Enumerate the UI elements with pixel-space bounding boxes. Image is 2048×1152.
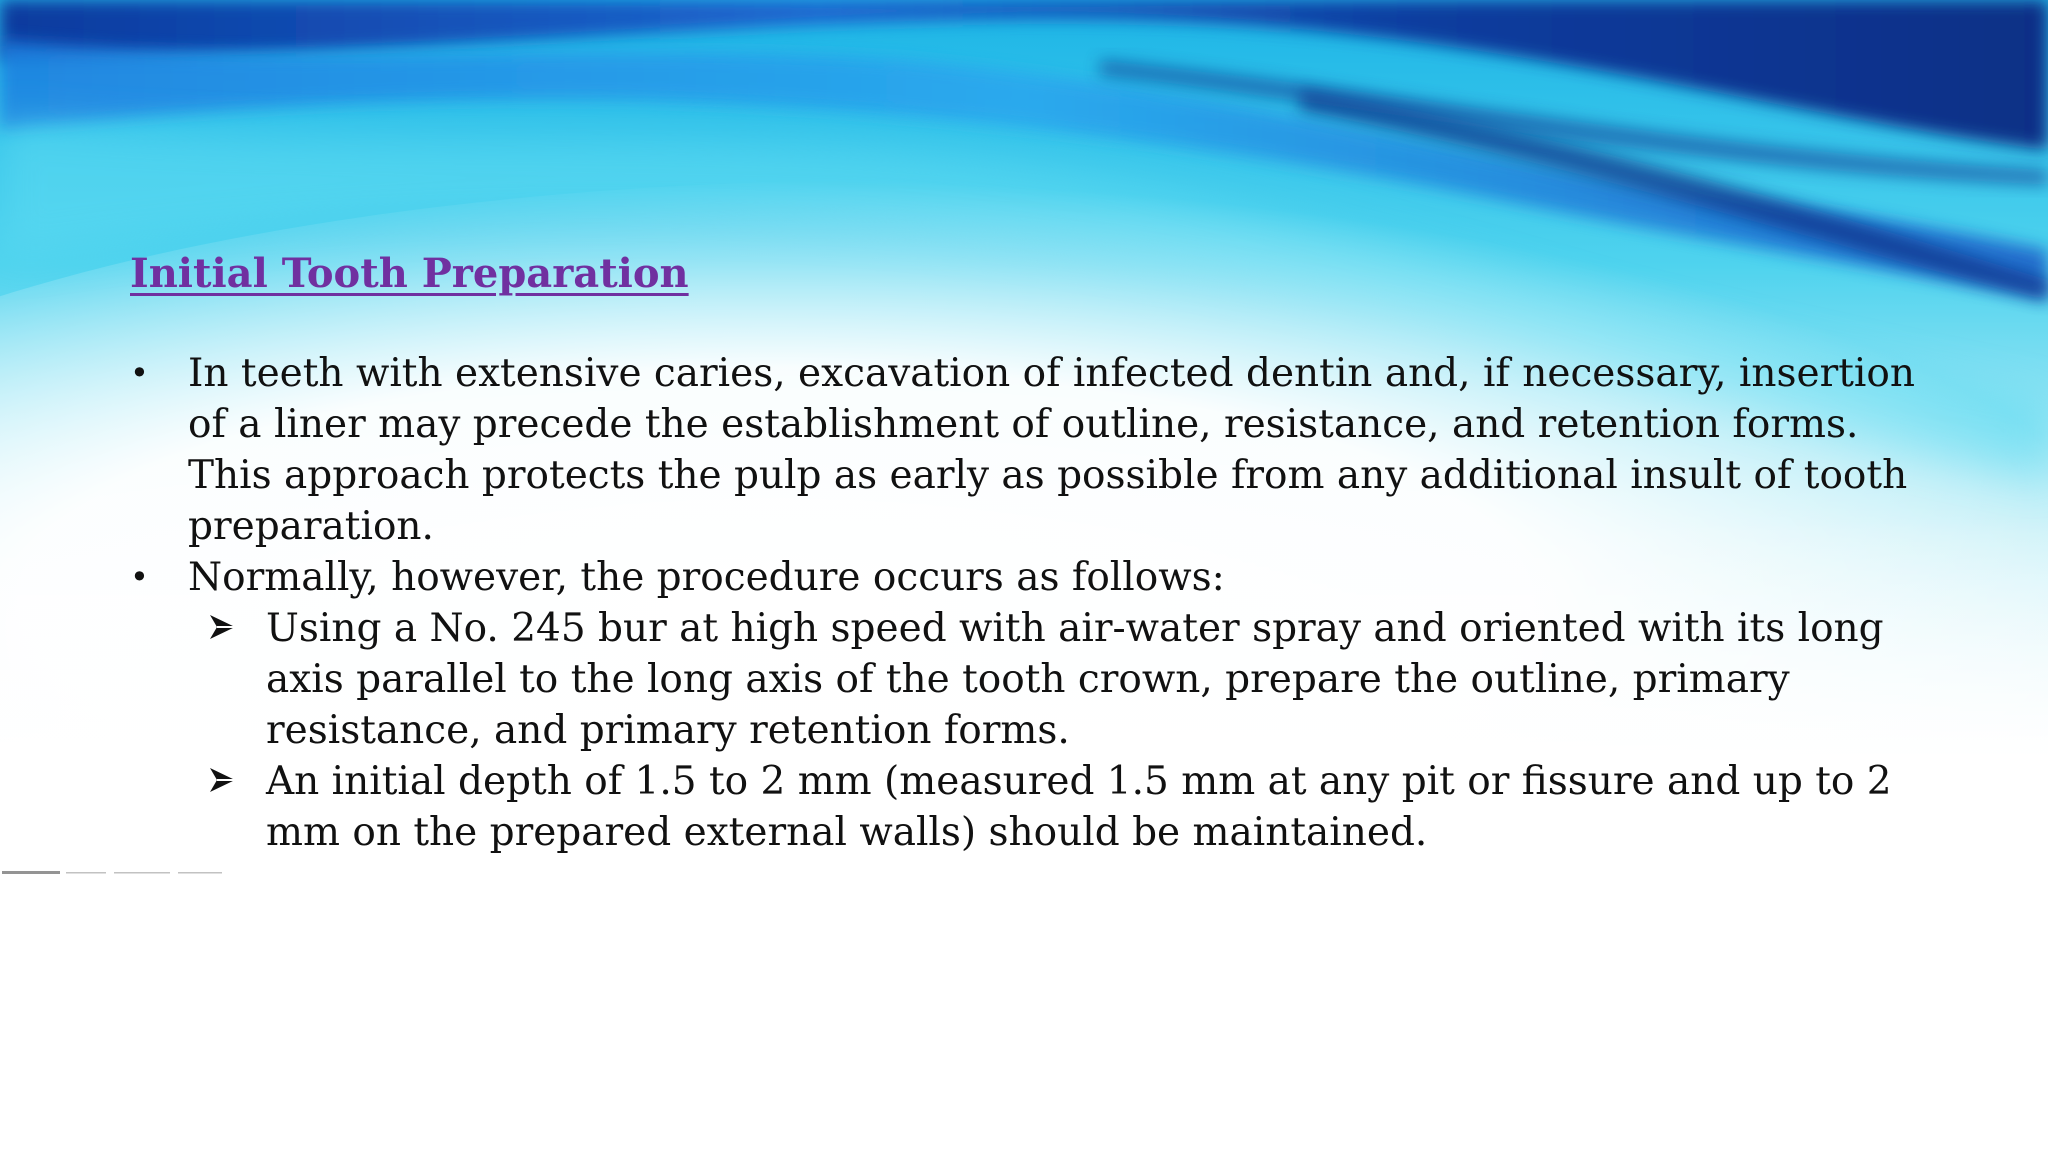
arrow-bullet-icon [208, 765, 238, 795]
sub-bullet-list [188, 603, 1930, 858]
sub-bullet-text: Using a No. 245 bur at high speed with air-water spray and oriented with its long axis parallel to the long axis of the tooth crown, prepare the outline, primary resistance, and primary retention forms. [266, 606, 1884, 753]
arrow-bullet-icon [208, 612, 238, 642]
sub-bullet-item [208, 756, 1930, 858]
bullet-dot-icon: • [130, 354, 149, 392]
watermark-logo [2, 868, 222, 878]
bullet-item [130, 552, 1930, 858]
bullet-list [130, 348, 1930, 858]
bullet-dot-icon: • [130, 558, 149, 596]
bullet-item [130, 348, 1930, 552]
bullet-text: Normally, however, the procedure occurs as follows: [188, 555, 1225, 600]
slide-title: Initial Tooth Preparation [130, 250, 689, 297]
sub-bullet-item [208, 603, 1930, 756]
bullet-text: In teeth with extensive caries, excavation of infected dentin and, if necessary, insertion of a liner may precede the establishment of outline, resistance, and retention forms. This approach protects the pulp as early as possible from any additional insult of tooth preparation. [188, 351, 1916, 549]
slide-content [130, 250, 1930, 858]
sub-bullet-text: An initial depth of 1.5 to 2 mm (measured 1.5 mm at any pit or fissure and up to 2 mm on the prepared external walls) should be maintained. [266, 759, 1892, 855]
